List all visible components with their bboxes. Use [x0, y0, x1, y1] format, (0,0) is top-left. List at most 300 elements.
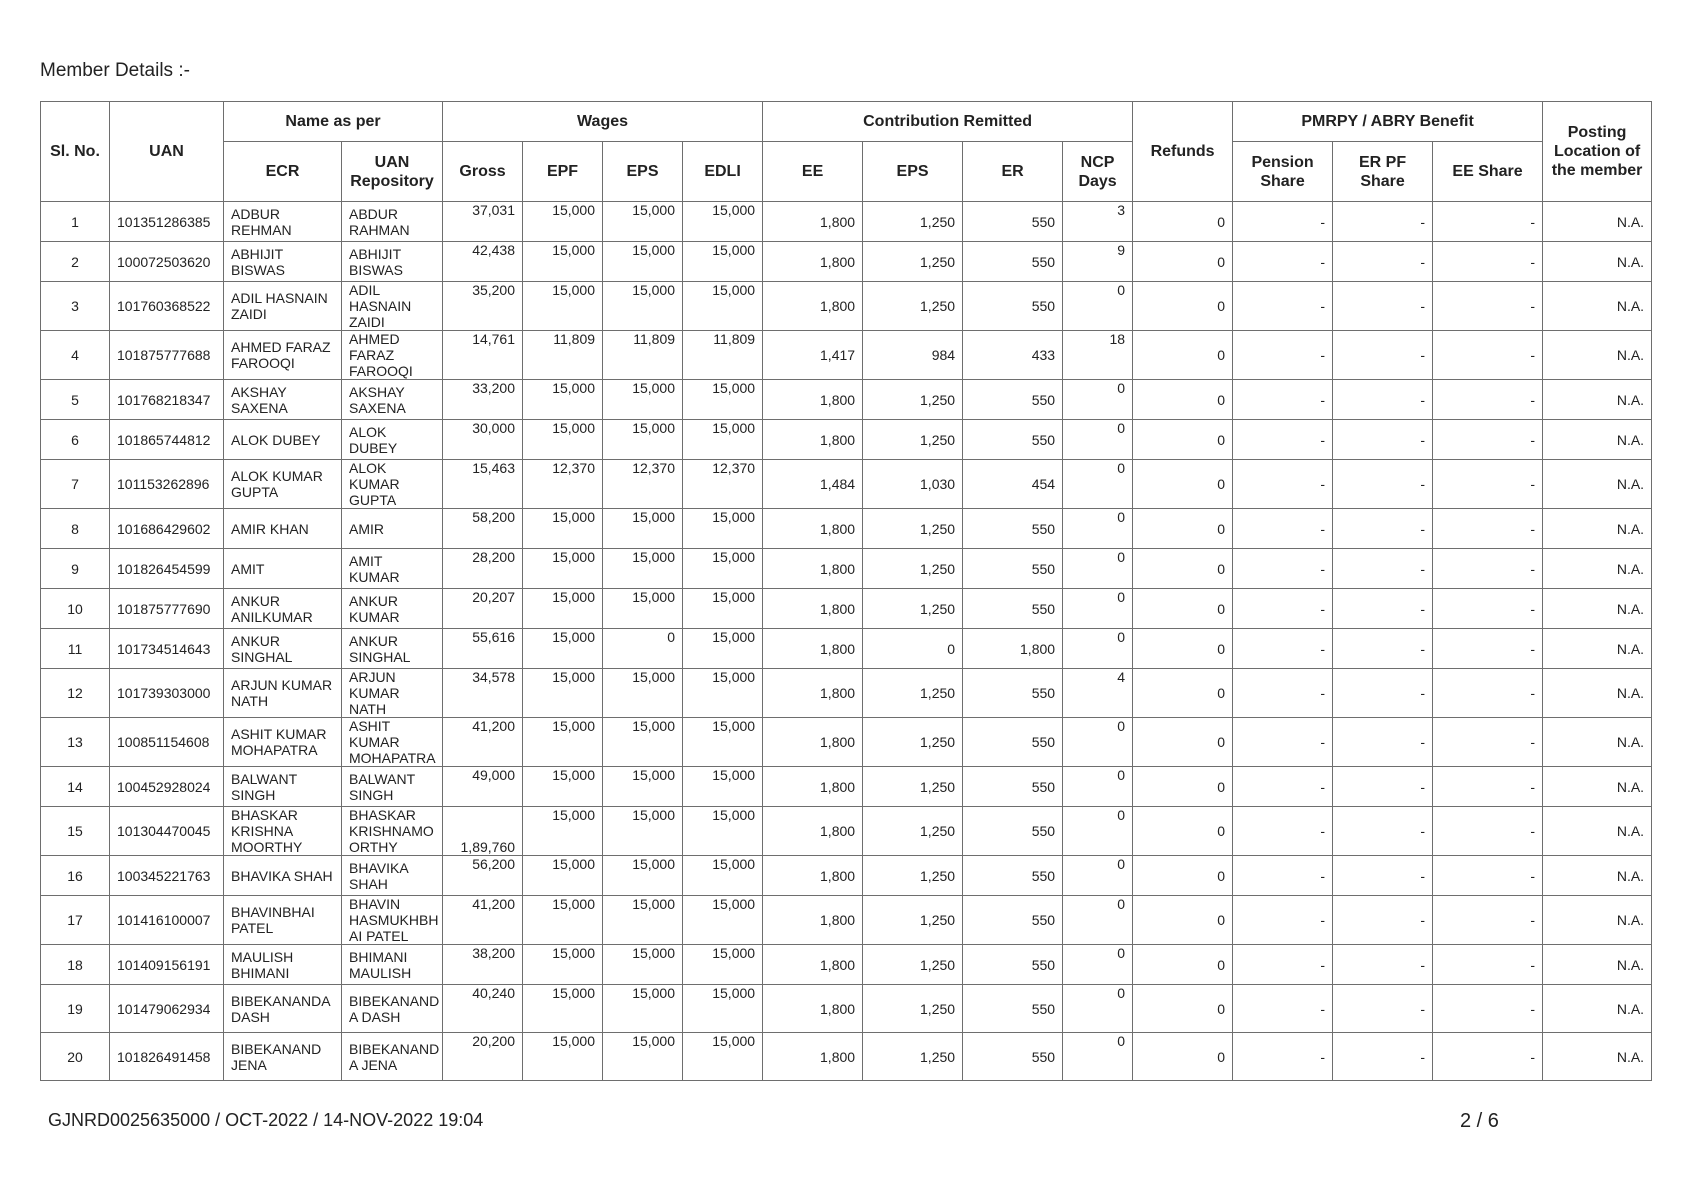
cell-pension-share: - [1233, 718, 1333, 767]
cell-ee: 1,800 [763, 767, 863, 807]
cell-contribution-eps: 1,250 [863, 549, 963, 589]
cell-refunds: 0 [1133, 331, 1233, 380]
cell-ncp-days: 0 [1063, 718, 1133, 767]
cell-edli: 15,000 [683, 1033, 763, 1081]
cell-refunds: 0 [1133, 767, 1233, 807]
table-row [41, 202, 1652, 242]
header-name-as-per: Name as per [224, 102, 443, 142]
cell-epf: 15,000 [523, 282, 603, 331]
cell-eps: 15,000 [603, 282, 683, 331]
cell-er-pf-share: - [1333, 242, 1433, 282]
header-ncp-days: NCP Days [1063, 142, 1133, 202]
cell-posting-location: N.A. [1543, 629, 1652, 669]
cell-epf: 15,000 [523, 718, 603, 767]
cell-name-ecr: ADIL HASNAIN ZAIDI [224, 282, 342, 331]
cell-ncp-days: 9 [1063, 242, 1133, 282]
cell-ee: 1,800 [763, 549, 863, 589]
cell-ncp-days: 0 [1063, 589, 1133, 629]
cell-er: 1,800 [963, 629, 1063, 669]
cell-contribution-eps: 1,250 [863, 718, 963, 767]
cell-name-repository: BIBEKANAND A DASH [342, 985, 443, 1033]
cell-ee: 1,800 [763, 242, 863, 282]
cell-name-repository: ARJUN KUMAR NATH [342, 669, 443, 718]
cell-uan: 101479062934 [110, 985, 224, 1033]
cell-name-repository: ALOK KUMAR GUPTA [342, 460, 443, 509]
cell-pension-share: - [1233, 549, 1333, 589]
cell-contribution-eps: 1,250 [863, 767, 963, 807]
cell-posting-location: N.A. [1543, 669, 1652, 718]
cell-refunds: 0 [1133, 380, 1233, 420]
cell-gross: 56,200 [443, 856, 523, 896]
cell-sl-no: 2 [41, 242, 110, 282]
cell-posting-location: N.A. [1543, 549, 1652, 589]
cell-er-pf-share: - [1333, 1033, 1433, 1081]
cell-uan: 100345221763 [110, 856, 224, 896]
cell-name-repository: ABDUR RAHMAN [342, 202, 443, 242]
cell-er: 550 [963, 282, 1063, 331]
cell-posting-location: N.A. [1543, 282, 1652, 331]
cell-ncp-days: 0 [1063, 549, 1133, 589]
header-epf: EPF [523, 142, 603, 202]
cell-gross: 20,200 [443, 1033, 523, 1081]
cell-eps: 15,000 [603, 985, 683, 1033]
table-row [41, 669, 1652, 718]
header-wages: Wages [443, 102, 763, 142]
cell-ee-share: - [1433, 380, 1543, 420]
cell-er: 433 [963, 331, 1063, 380]
cell-gross: 34,578 [443, 669, 523, 718]
header-eps: EPS [603, 142, 683, 202]
cell-ncp-days: 0 [1063, 896, 1133, 945]
cell-er: 550 [963, 380, 1063, 420]
cell-gross: 58,200 [443, 509, 523, 549]
cell-pension-share: - [1233, 331, 1333, 380]
cell-eps: 15,000 [603, 896, 683, 945]
cell-contribution-eps: 1,250 [863, 985, 963, 1033]
cell-epf: 15,000 [523, 945, 603, 985]
cell-er-pf-share: - [1333, 856, 1433, 896]
cell-er-pf-share: - [1333, 985, 1433, 1033]
cell-er-pf-share: - [1333, 629, 1433, 669]
cell-er: 454 [963, 460, 1063, 509]
cell-sl-no: 11 [41, 629, 110, 669]
cell-edli: 15,000 [683, 629, 763, 669]
table-row [41, 549, 1652, 589]
cell-eps: 15,000 [603, 945, 683, 985]
cell-ee: 1,484 [763, 460, 863, 509]
cell-edli: 15,000 [683, 589, 763, 629]
cell-ee-share: - [1433, 331, 1543, 380]
cell-ncp-days: 0 [1063, 1033, 1133, 1081]
cell-posting-location: N.A. [1543, 420, 1652, 460]
header-ee: EE [763, 142, 863, 202]
cell-name-repository: ALOK DUBEY [342, 420, 443, 460]
cell-sl-no: 14 [41, 767, 110, 807]
cell-name-ecr: BHASKAR KRISHNA MOORTHY [224, 807, 342, 856]
cell-name-repository: AMIT KUMAR [342, 549, 443, 589]
cell-uan: 101739303000 [110, 669, 224, 718]
cell-epf: 15,000 [523, 380, 603, 420]
cell-refunds: 0 [1133, 589, 1233, 629]
cell-ee: 1,800 [763, 807, 863, 856]
header-refunds: Refunds [1133, 102, 1233, 202]
cell-eps: 15,000 [603, 767, 683, 807]
cell-ncp-days: 0 [1063, 856, 1133, 896]
cell-uan: 101686429602 [110, 509, 224, 549]
cell-epf: 15,000 [523, 807, 603, 856]
cell-posting-location: N.A. [1543, 331, 1652, 380]
cell-er-pf-share: - [1333, 380, 1433, 420]
table-row [41, 945, 1652, 985]
cell-name-repository: BHAVIKA SHAH [342, 856, 443, 896]
cell-edli: 15,000 [683, 718, 763, 767]
cell-ncp-days: 0 [1063, 629, 1133, 669]
cell-contribution-eps: 1,250 [863, 856, 963, 896]
cell-uan: 101153262896 [110, 460, 224, 509]
cell-contribution-eps: 0 [863, 629, 963, 669]
cell-refunds: 0 [1133, 549, 1233, 589]
cell-ee-share: - [1433, 242, 1543, 282]
table-row [41, 242, 1652, 282]
cell-refunds: 0 [1133, 669, 1233, 718]
cell-ncp-days: 0 [1063, 509, 1133, 549]
cell-ee: 1,800 [763, 282, 863, 331]
table-row [41, 856, 1652, 896]
cell-er: 550 [963, 896, 1063, 945]
cell-gross: 49,000 [443, 767, 523, 807]
cell-contribution-eps: 1,250 [863, 242, 963, 282]
cell-uan: 101865744812 [110, 420, 224, 460]
cell-contribution-eps: 1,250 [863, 282, 963, 331]
cell-er: 550 [963, 549, 1063, 589]
cell-ncp-days: 0 [1063, 460, 1133, 509]
cell-refunds: 0 [1133, 202, 1233, 242]
cell-ncp-days: 0 [1063, 767, 1133, 807]
cell-gross: 42,438 [443, 242, 523, 282]
cell-epf: 15,000 [523, 896, 603, 945]
cell-eps: 15,000 [603, 669, 683, 718]
cell-posting-location: N.A. [1543, 896, 1652, 945]
cell-pension-share: - [1233, 420, 1333, 460]
cell-pension-share: - [1233, 509, 1333, 549]
footer-reference: GJNRD0025635000 / OCT-2022 / 14-NOV-2022 19:04 [48, 1110, 484, 1130]
cell-name-repository: BIBEKANAND A JENA [342, 1033, 443, 1081]
table-row [41, 380, 1652, 420]
cell-sl-no: 8 [41, 509, 110, 549]
header-pmrpy-abry: PMRPY / ABRY Benefit [1233, 102, 1543, 142]
cell-ee-share: - [1433, 589, 1543, 629]
cell-uan: 101826454599 [110, 549, 224, 589]
cell-posting-location: N.A. [1543, 460, 1652, 509]
cell-refunds: 0 [1133, 807, 1233, 856]
cell-name-ecr: BIBEKANAND JENA [224, 1033, 342, 1081]
cell-er-pf-share: - [1333, 509, 1433, 549]
cell-ncp-days: 0 [1063, 807, 1133, 856]
header-sl-no: Sl. No. [41, 102, 110, 202]
cell-name-repository: ASHIT KUMAR MOHAPATRA [342, 718, 443, 767]
page-number: 2 / 6 [1460, 1110, 1499, 1132]
cell-ee-share: - [1433, 549, 1543, 589]
cell-posting-location: N.A. [1543, 509, 1652, 549]
cell-ee-share: - [1433, 856, 1543, 896]
cell-er-pf-share: - [1333, 331, 1433, 380]
cell-er-pf-share: - [1333, 718, 1433, 767]
cell-name-ecr: AMIT [224, 549, 342, 589]
cell-edli: 15,000 [683, 767, 763, 807]
cell-eps: 11,809 [603, 331, 683, 380]
cell-uan: 100851154608 [110, 718, 224, 767]
header-uan-repository: UAN Repository [342, 142, 443, 202]
cell-ee-share: - [1433, 896, 1543, 945]
cell-eps: 15,000 [603, 242, 683, 282]
cell-edli: 15,000 [683, 380, 763, 420]
cell-ee-share: - [1433, 767, 1543, 807]
cell-er-pf-share: - [1333, 807, 1433, 856]
cell-eps: 15,000 [603, 1033, 683, 1081]
cell-name-ecr: ASHIT KUMAR MOHAPATRA [224, 718, 342, 767]
cell-contribution-eps: 984 [863, 331, 963, 380]
cell-ee-share: - [1433, 282, 1543, 331]
cell-er-pf-share: - [1333, 549, 1433, 589]
cell-refunds: 0 [1133, 1033, 1233, 1081]
cell-epf: 15,000 [523, 549, 603, 589]
cell-name-ecr: BIBEKANANDA DASH [224, 985, 342, 1033]
cell-edli: 15,000 [683, 420, 763, 460]
cell-refunds: 0 [1133, 509, 1233, 549]
cell-ee-share: - [1433, 460, 1543, 509]
cell-eps: 15,000 [603, 807, 683, 856]
cell-eps: 15,000 [603, 589, 683, 629]
header-contribution-eps: EPS [863, 142, 963, 202]
cell-uan: 101826491458 [110, 1033, 224, 1081]
header-posting-location: Posting Location of the member [1543, 102, 1652, 202]
cell-posting-location: N.A. [1543, 807, 1652, 856]
table-row [41, 807, 1652, 856]
cell-name-repository: ABHIJIT BISWAS [342, 242, 443, 282]
cell-posting-location: N.A. [1543, 1033, 1652, 1081]
cell-name-repository: BHAVIN HASMUKHBH AI PATEL [342, 896, 443, 945]
cell-ee: 1,800 [763, 509, 863, 549]
header-pension-share: Pension Share [1233, 142, 1333, 202]
cell-epf: 15,000 [523, 1033, 603, 1081]
cell-edli: 11,809 [683, 331, 763, 380]
cell-er: 550 [963, 807, 1063, 856]
cell-er: 550 [963, 669, 1063, 718]
cell-gross: 35,200 [443, 282, 523, 331]
member-details-table [40, 101, 1652, 1081]
table-row [41, 282, 1652, 331]
cell-er-pf-share: - [1333, 282, 1433, 331]
cell-epf: 15,000 [523, 856, 603, 896]
header-ecr: ECR [224, 142, 342, 202]
cell-epf: 15,000 [523, 202, 603, 242]
cell-ncp-days: 0 [1063, 282, 1133, 331]
cell-name-repository: ANKUR SINGHAL [342, 629, 443, 669]
cell-edli: 15,000 [683, 242, 763, 282]
cell-contribution-eps: 1,250 [863, 380, 963, 420]
cell-ee: 1,800 [763, 589, 863, 629]
cell-sl-no: 1 [41, 202, 110, 242]
cell-name-ecr: ADBUR REHMAN [224, 202, 342, 242]
cell-edli: 15,000 [683, 282, 763, 331]
table-row [41, 985, 1652, 1033]
cell-contribution-eps: 1,250 [863, 589, 963, 629]
cell-ncp-days: 0 [1063, 380, 1133, 420]
cell-er: 550 [963, 589, 1063, 629]
cell-ee: 1,800 [763, 202, 863, 242]
cell-posting-location: N.A. [1543, 767, 1652, 807]
cell-gross: 30,000 [443, 420, 523, 460]
cell-name-repository: BALWANT SINGH [342, 767, 443, 807]
cell-gross: 15,463 [443, 460, 523, 509]
cell-name-repository: ANKUR KUMAR [342, 589, 443, 629]
cell-er-pf-share: - [1333, 460, 1433, 509]
cell-name-ecr: ALOK KUMAR GUPTA [224, 460, 342, 509]
cell-contribution-eps: 1,250 [863, 420, 963, 460]
cell-er: 550 [963, 945, 1063, 985]
cell-ee: 1,800 [763, 1033, 863, 1081]
cell-uan: 101760368522 [110, 282, 224, 331]
cell-posting-location: N.A. [1543, 242, 1652, 282]
cell-sl-no: 20 [41, 1033, 110, 1081]
cell-ncp-days: 0 [1063, 945, 1133, 985]
cell-sl-no: 18 [41, 945, 110, 985]
cell-gross: 41,200 [443, 896, 523, 945]
cell-eps: 12,370 [603, 460, 683, 509]
cell-sl-no: 12 [41, 669, 110, 718]
cell-er-pf-share: - [1333, 896, 1433, 945]
cell-ncp-days: 0 [1063, 985, 1133, 1033]
cell-epf: 15,000 [523, 589, 603, 629]
cell-pension-share: - [1233, 460, 1333, 509]
cell-ee-share: - [1433, 718, 1543, 767]
cell-posting-location: N.A. [1543, 856, 1652, 896]
cell-eps: 15,000 [603, 380, 683, 420]
cell-ee: 1,800 [763, 896, 863, 945]
cell-uan: 101875777690 [110, 589, 224, 629]
cell-posting-location: N.A. [1543, 202, 1652, 242]
cell-name-ecr: BALWANT SINGH [224, 767, 342, 807]
cell-ncp-days: 4 [1063, 669, 1133, 718]
cell-gross: 38,200 [443, 945, 523, 985]
cell-edli: 15,000 [683, 549, 763, 589]
table-header [41, 102, 1652, 202]
cell-epf: 15,000 [523, 669, 603, 718]
cell-contribution-eps: 1,250 [863, 509, 963, 549]
cell-ee-share: - [1433, 629, 1543, 669]
cell-uan: 101351286385 [110, 202, 224, 242]
cell-epf: 15,000 [523, 420, 603, 460]
cell-pension-share: - [1233, 767, 1333, 807]
header-contribution-remitted: Contribution Remitted [763, 102, 1133, 142]
cell-ncp-days: 3 [1063, 202, 1133, 242]
cell-uan: 100072503620 [110, 242, 224, 282]
cell-gross: 37,031 [443, 202, 523, 242]
cell-epf: 15,000 [523, 985, 603, 1033]
cell-sl-no: 9 [41, 549, 110, 589]
cell-ee-share: - [1433, 202, 1543, 242]
cell-name-ecr: AMIR KHAN [224, 509, 342, 549]
cell-ee: 1,800 [763, 985, 863, 1033]
cell-posting-location: N.A. [1543, 985, 1652, 1033]
cell-ee: 1,800 [763, 945, 863, 985]
cell-ee-share: - [1433, 420, 1543, 460]
cell-eps: 15,000 [603, 420, 683, 460]
cell-uan: 101875777688 [110, 331, 224, 380]
cell-pension-share: - [1233, 282, 1333, 331]
cell-contribution-eps: 1,250 [863, 945, 963, 985]
cell-gross: 41,200 [443, 718, 523, 767]
cell-pension-share: - [1233, 945, 1333, 985]
cell-epf: 15,000 [523, 242, 603, 282]
cell-edli: 15,000 [683, 945, 763, 985]
table-row [41, 509, 1652, 549]
cell-ee-share: - [1433, 945, 1543, 985]
cell-eps: 15,000 [603, 509, 683, 549]
table-row [41, 460, 1652, 509]
cell-epf: 15,000 [523, 509, 603, 549]
cell-epf: 15,000 [523, 767, 603, 807]
header-er-pf-share: ER PF Share [1333, 142, 1433, 202]
cell-ee: 1,800 [763, 856, 863, 896]
cell-ee-share: - [1433, 985, 1543, 1033]
cell-er: 550 [963, 202, 1063, 242]
cell-refunds: 0 [1133, 985, 1233, 1033]
cell-name-repository: AMIR [342, 509, 443, 549]
cell-pension-share: - [1233, 589, 1333, 629]
header-edli: EDLI [683, 142, 763, 202]
table-row [41, 331, 1652, 380]
cell-pension-share: - [1233, 629, 1333, 669]
cell-er-pf-share: - [1333, 945, 1433, 985]
cell-uan: 101416100007 [110, 896, 224, 945]
cell-eps: 15,000 [603, 856, 683, 896]
cell-ee: 1,417 [763, 331, 863, 380]
cell-er: 550 [963, 985, 1063, 1033]
cell-eps: 15,000 [603, 718, 683, 767]
cell-name-repository: ADIL HASNAIN ZAIDI [342, 282, 443, 331]
cell-er: 550 [963, 767, 1063, 807]
header-er: ER [963, 142, 1063, 202]
cell-name-ecr: MAULISH BHIMANI [224, 945, 342, 985]
cell-name-ecr: AHMED FARAZ FAROOQI [224, 331, 342, 380]
header-ee-share: EE Share [1433, 142, 1543, 202]
cell-er-pf-share: - [1333, 767, 1433, 807]
cell-er: 550 [963, 420, 1063, 460]
cell-pension-share: - [1233, 807, 1333, 856]
cell-ee: 1,800 [763, 669, 863, 718]
cell-gross: 28,200 [443, 549, 523, 589]
section-title: Member Details :- [40, 60, 190, 81]
cell-pension-share: - [1233, 985, 1333, 1033]
cell-gross: 14,761 [443, 331, 523, 380]
cell-contribution-eps: 1,250 [863, 896, 963, 945]
cell-er-pf-share: - [1333, 420, 1433, 460]
cell-er: 550 [963, 718, 1063, 767]
table-row [41, 629, 1652, 669]
cell-edli: 15,000 [683, 856, 763, 896]
cell-edli: 15,000 [683, 896, 763, 945]
cell-ee: 1,800 [763, 420, 863, 460]
cell-refunds: 0 [1133, 420, 1233, 460]
cell-ee: 1,800 [763, 629, 863, 669]
cell-sl-no: 10 [41, 589, 110, 629]
cell-posting-location: N.A. [1543, 945, 1652, 985]
cell-name-ecr: ABHIJIT BISWAS [224, 242, 342, 282]
cell-ncp-days: 0 [1063, 420, 1133, 460]
cell-ee-share: - [1433, 807, 1543, 856]
cell-name-ecr: ARJUN KUMAR NATH [224, 669, 342, 718]
